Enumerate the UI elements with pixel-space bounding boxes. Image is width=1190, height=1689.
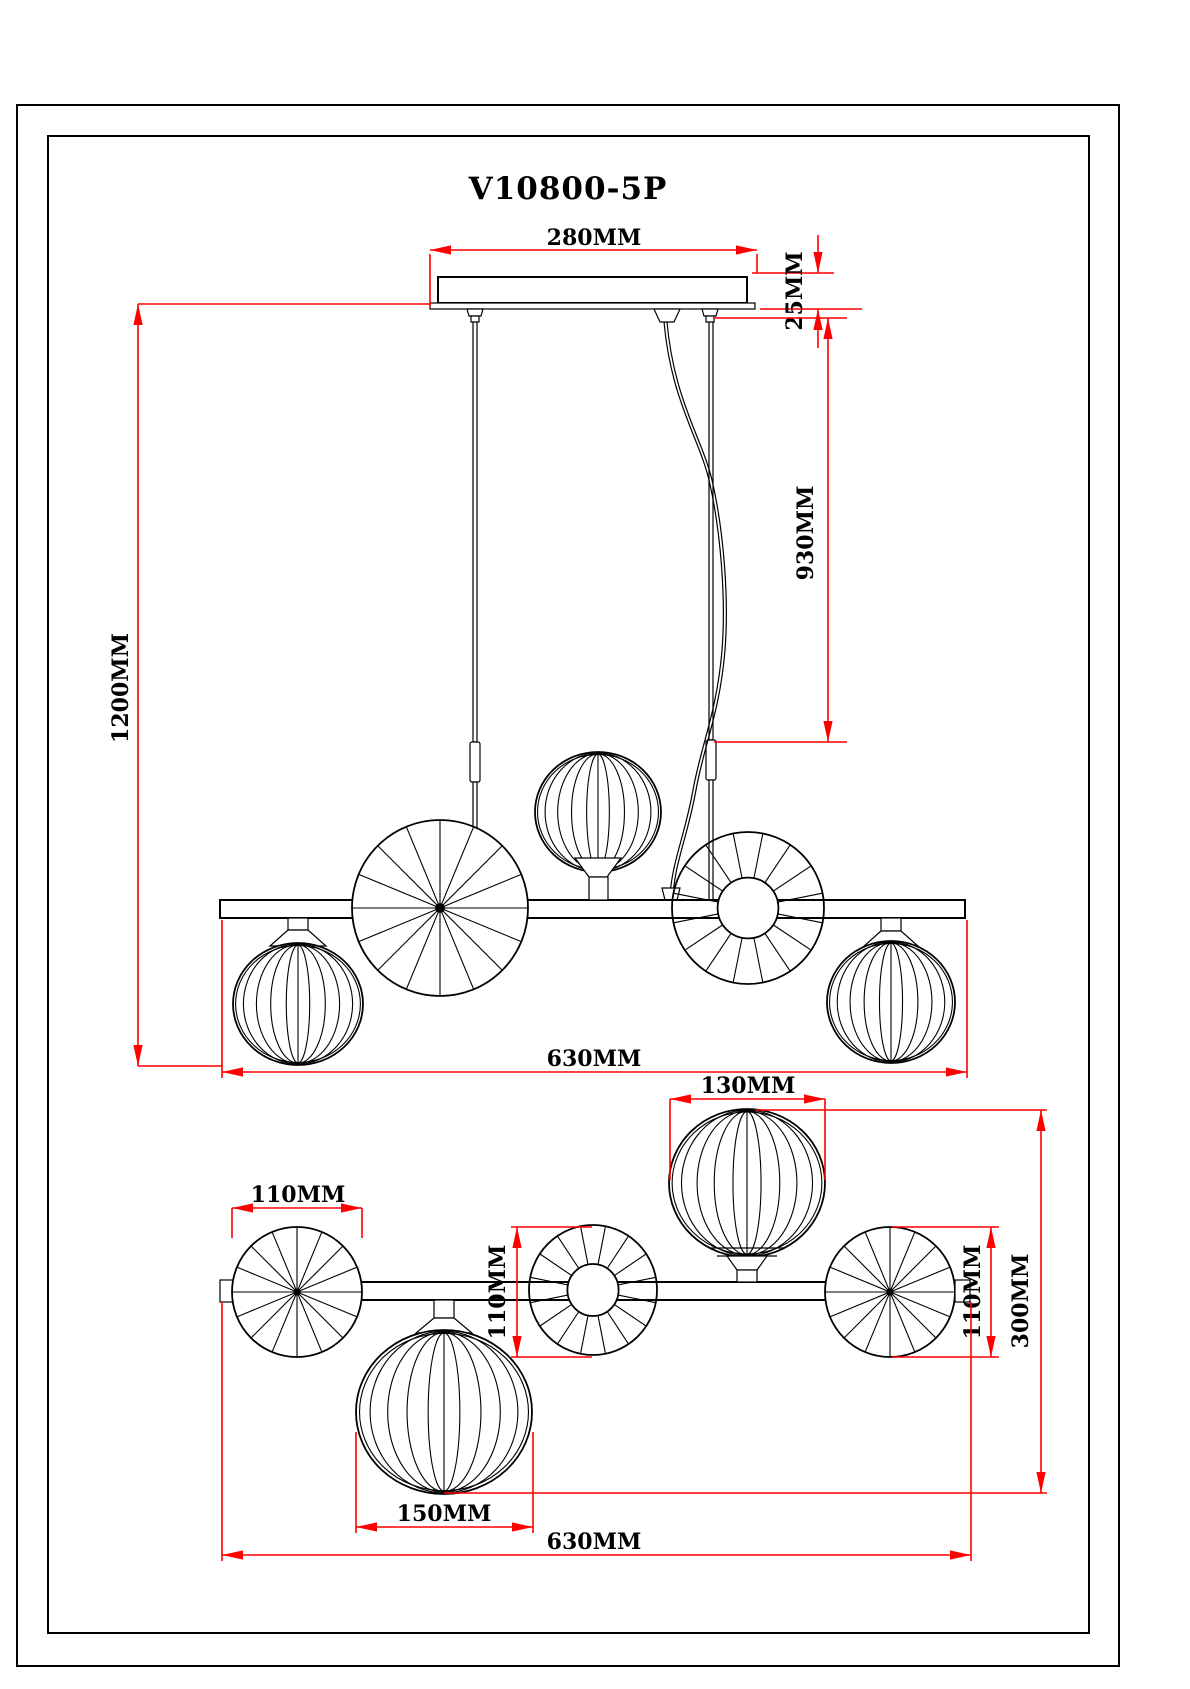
drawing-title: V10800-5P xyxy=(468,171,668,207)
cable-adjuster-left xyxy=(470,742,480,782)
dim-label-110mm-center: 110MM xyxy=(485,1244,511,1340)
ribbed-globe-top-plan xyxy=(669,1109,825,1282)
suspension-cable-right xyxy=(706,322,716,900)
dim-label-300mm: 300MM xyxy=(1008,1253,1034,1349)
fixture-bar-front xyxy=(220,900,965,918)
dim-cable-length xyxy=(714,318,847,742)
cable-gland-right xyxy=(702,309,718,316)
dim-label-110mm-right: 110MM xyxy=(960,1244,986,1340)
dim-canopy-height xyxy=(752,235,862,348)
dim-label-150mm: 150MM xyxy=(396,1501,492,1527)
outer-border xyxy=(17,105,1119,1666)
dim-label-1200mm: 1200MM xyxy=(108,633,134,743)
dim-label-25mm: 25MM xyxy=(782,251,808,331)
dim-label-110mm-left: 110MM xyxy=(250,1182,346,1208)
cable-adjuster-right xyxy=(706,740,716,780)
front-elevation-view xyxy=(108,225,967,1078)
dim-label-630mm-plan: 630MM xyxy=(546,1529,642,1555)
cable-gland-left xyxy=(467,309,483,316)
ribbed-globe-top xyxy=(535,752,661,900)
ceiling-canopy xyxy=(430,277,755,322)
pleated-disk-left-plan xyxy=(232,1227,362,1357)
suspension-cable-left xyxy=(470,322,480,900)
ribbed-globe-right xyxy=(827,918,955,1063)
dim-label-130mm: 130MM xyxy=(700,1073,796,1099)
cord-outlet xyxy=(654,309,680,322)
top-plan-view xyxy=(220,1073,1047,1561)
dim-label-280mm: 280MM xyxy=(546,225,642,251)
bar-end-cap-left xyxy=(220,1280,233,1302)
pleated-disk-right-plan xyxy=(825,1227,955,1357)
power-cord xyxy=(662,322,726,900)
dim-label-930mm: 930MM xyxy=(793,485,819,581)
inner-border xyxy=(48,136,1089,1633)
ribbed-globe-left xyxy=(233,918,363,1065)
dim-label-630mm-front: 630MM xyxy=(546,1046,642,1072)
pleated-disk-shade-large xyxy=(352,820,528,996)
